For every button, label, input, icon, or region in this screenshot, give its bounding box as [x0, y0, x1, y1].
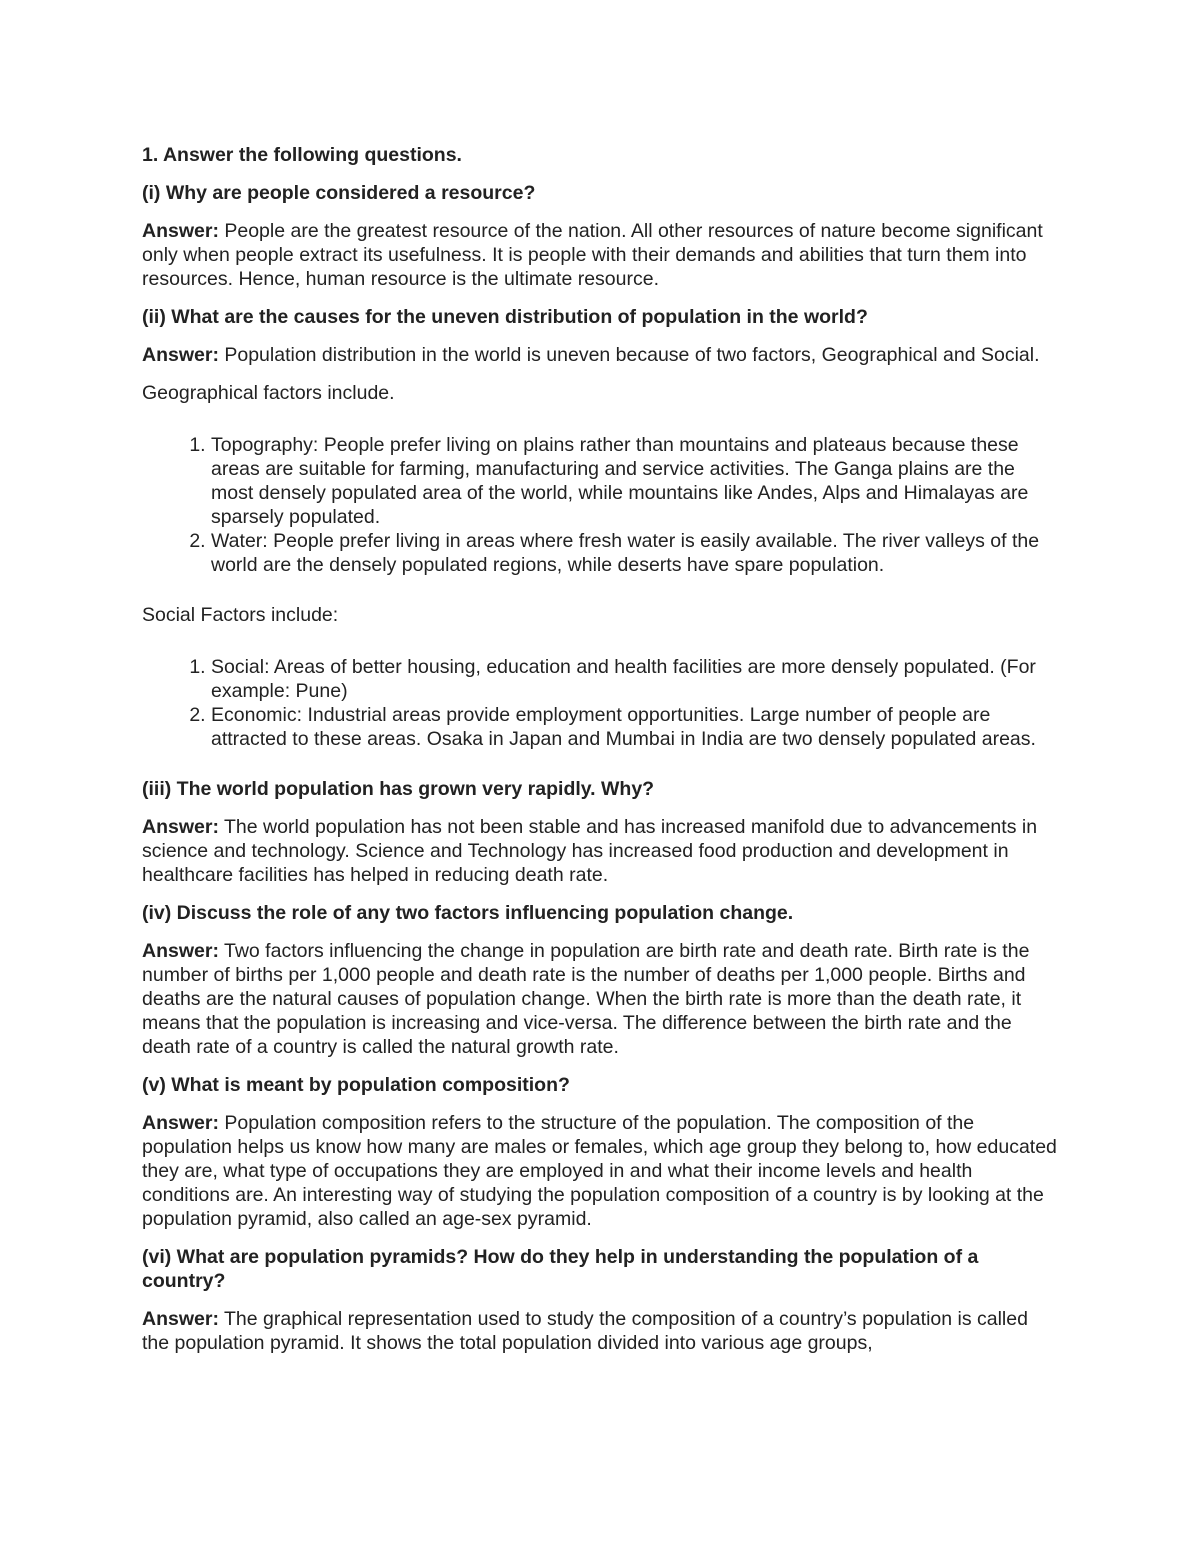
question-5: (v) What is meant by population composition? [142, 1074, 570, 1096]
answer-6 [142, 1307, 1060, 1355]
answer-2 [142, 343, 1060, 367]
social-factors-intro: Social Factors include: [142, 604, 339, 626]
question-4: (iv) Discuss the role of any two factors influencing population change. [142, 902, 794, 924]
geographical-factors-list [142, 433, 1060, 577]
section-heading: 1. Answer the following questions. [142, 144, 462, 166]
answer-4-text: Two factors influencing the change in population are birth rate and death rate. Birth rate is the number of births per 1,000 people and death rate is the number of deaths per 1,000 people. Births and deaths are the natural causes of population change. When the birth rate is more than the death rate, it means that the population is increasing and vice-versa. The difference between the birth rate and the death rate of a country is called the natural growth rate. [142, 940, 1030, 1058]
list-item: 2. Water: People prefer living in areas where fresh water is easily available. The river valleys of the world are the densely populated regions, while deserts have spare population. [211, 529, 1060, 577]
answer-label: Answer: [142, 344, 219, 366]
answer-1-text: People are the greatest resource of the nation. All other resources of nature become significant only when people extract its usefulness. It is people with their demands and abilities that turn them into resources. Hence, human resource is the ultimate resource. [142, 220, 1043, 290]
answer-6-text: The graphical representation used to study the composition of a country’s population is called the population pyramid. It shows the total population divided into various age groups, [142, 1308, 1028, 1354]
answer-label: Answer: [142, 940, 219, 962]
answer-1 [142, 219, 1060, 291]
answer-2-text: Population distribution in the world is uneven because of two factors, Geographical and Social. [218, 344, 1040, 366]
geographical-factors-intro: Geographical factors include. [142, 382, 395, 404]
answer-3 [142, 815, 1060, 887]
answer-5 [142, 1111, 1060, 1231]
list-item: 1. Social: Areas of better housing, education and health facilities are more densely populated. (For example: Pune) [211, 655, 1060, 703]
answer-label: Answer: [142, 1112, 219, 1134]
question-1: (i) Why are people considered a resource? [142, 182, 536, 204]
answer-label: Answer: [142, 816, 219, 838]
answer-label: Answer: [142, 220, 219, 242]
answer-3-text: The world population has not been stable and has increased manifold due to advancements in science and technology. Science and Technology has increased food production and development in healthcare facilities has helped in reducing death rate. [142, 816, 1038, 886]
answer-label: Answer: [142, 1308, 219, 1330]
list-item: 2. Economic: Industrial areas provide employment opportunities. Large number of people are attracted to these areas. Osaka in Japan and Mumbai in India are two densely populated areas. [211, 703, 1060, 751]
question-3: (iii) The world population has grown very rapidly. Why? [142, 778, 655, 800]
question-6: (vi) What are population pyramids? How do they help in understanding the population of a country? [142, 1246, 979, 1292]
answer-4 [142, 939, 1060, 1059]
question-2: (ii) What are the causes for the uneven distribution of population in the world? [142, 306, 868, 328]
answer-5-text: Population composition refers to the structure of the population. The composition of the population helps us know how many are males or females, which age group they belong to, how educated they are, what type of occupations they are employed in and what their income levels and health conditions are. An interesting way of studying the population composition of a country is by looking at the population pyramid, also called an age-sex pyramid. [142, 1112, 1057, 1230]
social-factors-list [142, 655, 1060, 751]
list-item: 1. Topography: People prefer living on plains rather than mountains and plateaus because these areas are suitable for farming, manufacturing and service activities. The Ganga plains are the most densely populated area of the world, while mountains like Andes, Alps and Himalayas are sparsely populated. [211, 433, 1060, 529]
